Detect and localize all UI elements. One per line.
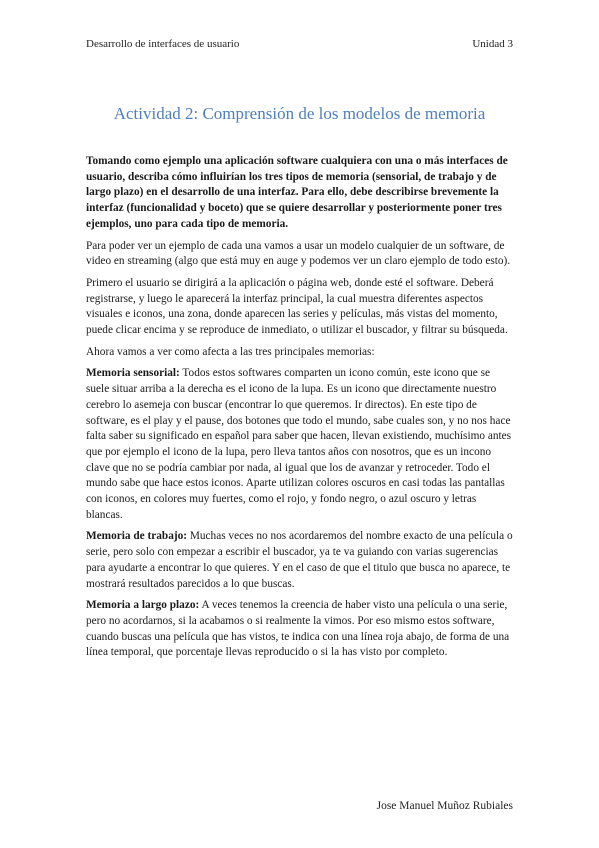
paragraph-example-intro: Para poder ver un ejemplo de cada una vamos a usar un modelo cualquier de un software, de video en streaming (algo que está muy en auge y podemos ver un claro ejemplo de todo esto). [86, 239, 511, 268]
paragraph-interface-description: Primero el usuario se dirigirá a la aplicación o página web, donde esté el software. Deberá registrarse, y luego le aparecerá la interfaz principal, la cual muestra diferentes aspectos visuales e iconos, una zona, donde aparecen las series y películas, más vistas del momento, puede clicar encima y se reproduce de inmediato, o utilizar el buscador, y filtrar su búsqueda. [86, 276, 508, 337]
page-title: Actividad 2: Comprensión de los modelos de memoria [113, 104, 486, 123]
section-text: A veces tenemos la creencia de haber visto una película o una serie, pero no acordarnos, si la acabamos o si realmente la vimos. Por eso mismo estos software, cuando buscas una película que has vistos, te indica con una línea roja abajo, de forma de una línea temporal, que porcentaje llevas reproducido o si la has visto por completo. [86, 599, 510, 659]
section-label: Memoria a largo plazo: [86, 599, 200, 612]
section-text: Muchas veces no nos acordaremos del nombre exacto de una película o serie, pero solo con empezar a escribir el buscador, ya te va guiando con varias sugerencias para ayudarte a encontrar lo que quieres. Y en el caso de que el titulo que busca no aparece, te mostrará resultados parecidos a lo que buscas. [86, 530, 513, 590]
section-long-term-memory [86, 598, 515, 661]
section-sensory-memory [86, 366, 515, 523]
page-header [86, 38, 513, 50]
section-label: Memoria sensorial: [86, 367, 180, 380]
page-footer-author: Jose Manuel Muñoz Rubiales [376, 800, 513, 812]
assignment-statement: Tomando como ejemplo una aplicación software cualquiera con una o más interfaces de usuario, describa cómo influirían los tres tipos de memoria (sensorial, de trabajo y de largo plazo) en el desarrollo de una interfaz. Para ello, debe describirse brevemente la interfaz (funcionalidad y boceto) que se quiere desarrollar y posteriormente poner tres ejemplos, uno para cada tipo de memoria. [86, 155, 508, 230]
section-working-memory [86, 529, 515, 592]
header-course: Desarrollo de interfaces de usuario [86, 38, 240, 50]
document-body [86, 154, 515, 667]
section-text: Todos estos softwares comparten un icono común, este icono que se suele situar arriba a la derecha es el icono de la lupa. Es un icono que directamente nuestro cerebro lo asemeja con buscar (encontrar lo que queremos. Ir directos). En este tipo de software, es el play y el pause, dos botones que todo el mundo, sabe cuales son, y no nos hace falta saber su significado en español para saber que hacen, llevan existiendo, muchísimo antes que por ejemplo el icono de la lupa, pero lleva tantos años con nosotros, que es un incono clave que no se podría cambiar por nada, al igual que los de avanzar y retroceder. Todo el mundo sabe que hace estos iconos. Aparte utilizan colores oscuros en casi todas las pantallas con iconos, en colores muy fuertes, como el rojo, y fondo negro, o azul oscuro y letras blancas. [86, 367, 512, 521]
header-unit: Unidad 3 [472, 38, 513, 50]
section-label: Memoria de trabajo: [86, 530, 188, 543]
paragraph-memories-intro: Ahora vamos a ver como afecta a las tres principales memorias: [86, 345, 375, 358]
